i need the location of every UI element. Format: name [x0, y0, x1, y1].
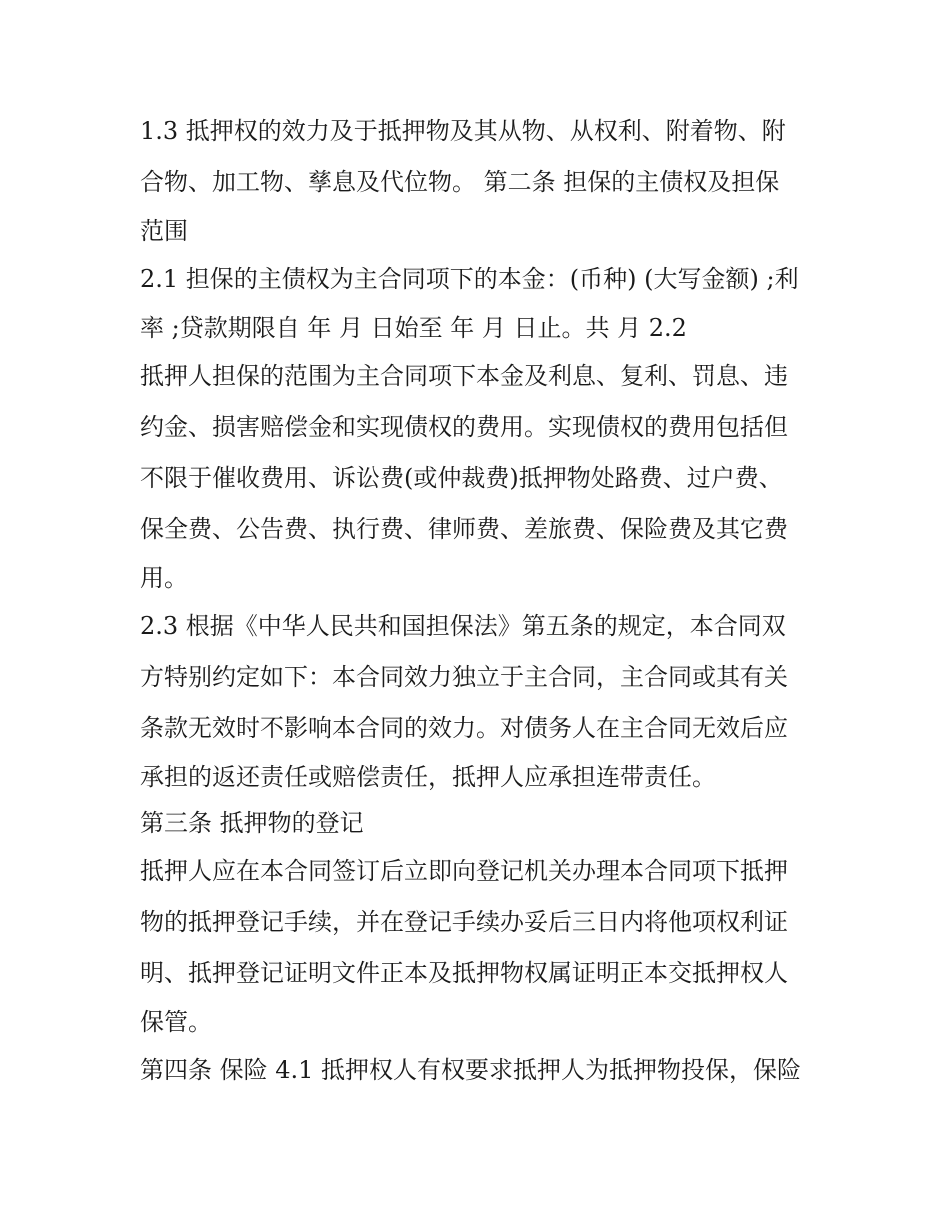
text-line-7: 约金、损害赔偿金和实现债权的费用。实现债权的费用包括但 [140, 413, 788, 441]
text-line-1: 1.3 抵押权的效力及于抵押物及其从物、从权利、附着物、附 [140, 117, 786, 145]
text-line-18: 明、抵押登记证明文件正本及抵押物权属证明正本交抵押权人 [140, 959, 788, 987]
text-line-19: 保管。 [140, 1008, 212, 1036]
text-line-13: 条款无效时不影响本合同的效力。对债务人在主合同无效后应 [140, 714, 788, 742]
text-line-4: 2.1 担保的主债权为主合同项下的本金：(币种) (大写金额) ;利 [140, 265, 799, 293]
text-line-15: 第三条 抵押物的登记 [140, 809, 364, 837]
text-line-11: 2.3 根据《中华人民共和国担保法》第五条的规定，本合同双 [140, 612, 786, 640]
text-line-12: 方特别约定如下：本合同效力独立于主合同，主合同或其有关 [140, 663, 788, 691]
text-line-10: 用。 [140, 564, 188, 592]
text-line-20: 第四条 保险 4.1 抵押权人有权要求抵押人为抵押物投保，保险 [140, 1056, 802, 1084]
text-line-14: 承担的返还责任或赔偿责任，抵押人应承担连带责任。 [140, 763, 716, 791]
contract-text [140, 106, 820, 1096]
text-line-8: 不限于催收费用、诉讼费(或仲裁费)抵押物处路费、过户费、 [140, 464, 783, 492]
text-line-3: 范围 [140, 217, 188, 245]
text-line-17: 物的抵押登记手续，并在登记手续办妥后三日内将他项权利证 [140, 908, 788, 936]
text-line-5: 率 ;贷款期限自 年 月 日始至 年 月 日止。共 月 2.2 [140, 314, 687, 342]
text-line-2: 合物、加工物、孳息及代位物。 第二条 担保的主债权及担保 [140, 168, 780, 196]
text-line-9: 保全费、公告费、执行费、律师费、差旅费、保险费及其它费 [140, 515, 788, 543]
text-line-6: 抵押人担保的范围为主合同项下本金及利息、复利、罚息、违 [140, 362, 788, 390]
text-line-16: 抵押人应在本合同签订后立即向登记机关办理本合同项下抵押 [140, 857, 788, 885]
